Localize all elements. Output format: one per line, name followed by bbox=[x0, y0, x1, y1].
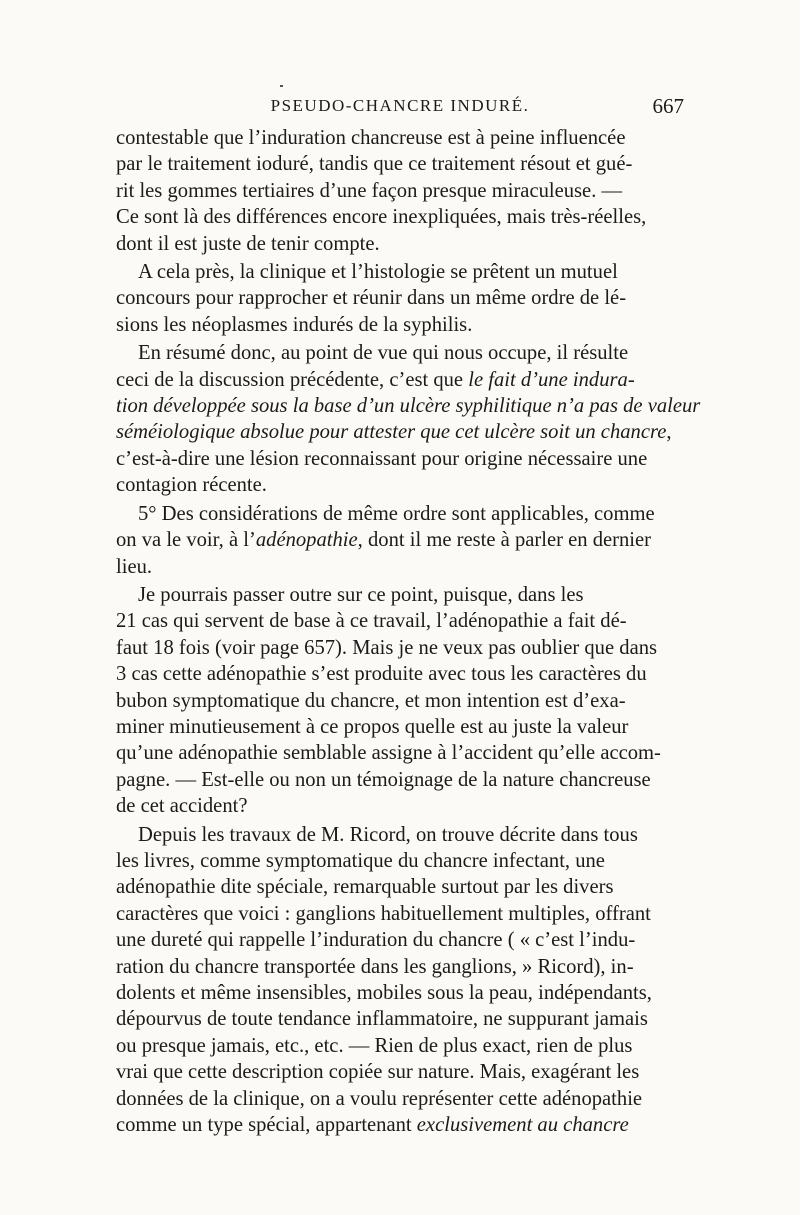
text-line: Ce sont là des différences encore inexpliquées, mais très-réelles, bbox=[116, 206, 647, 229]
text-line: tion développée sous la base d’un ulcère syphilitique n’a pas de valeur bbox=[116, 395, 701, 418]
paragraph bbox=[116, 125, 684, 257]
text-line: ceci de la discussion précédente, c’est que le fait d’une indura- bbox=[116, 368, 635, 391]
paragraph bbox=[116, 582, 684, 820]
paragraph bbox=[116, 501, 684, 580]
text-line: de cet accident? bbox=[116, 795, 248, 818]
text-line: dépourvus de toute tendance inflammatoire, ne suppurant jamais bbox=[116, 1008, 648, 1031]
text-line: pagne. — Est-elle ou non un témoignage de la nature chancreuse bbox=[116, 768, 651, 791]
text-line: 3 cas cette adénopathie s’est produite avec tous les caractères du bbox=[116, 663, 647, 686]
text-line: Je pourrais passer outre sur ce point, puisque, dans les bbox=[138, 583, 584, 606]
text-line: données de la clinique, on a voulu représenter cette adénopathie bbox=[116, 1087, 643, 1110]
paragraph bbox=[116, 340, 701, 498]
text-line: dont il est juste de tenir compte. bbox=[116, 232, 380, 255]
text-line: ou presque jamais, etc., etc. — Rien de plus exact, rien de plus bbox=[116, 1034, 633, 1057]
text-line: caractères que voici : ganglions habituellement multiples, offrant bbox=[116, 902, 651, 925]
text-line: contagion récente. bbox=[116, 474, 267, 497]
text-line: on va le voir, à l’adénopathie, dont il me reste à parler en dernier bbox=[116, 529, 652, 552]
print-mark bbox=[280, 85, 283, 87]
text-line: une dureté qui rappelle l’induration du chancre ( « c’est l’indu- bbox=[116, 929, 636, 952]
text-line: faut 18 fois (voir page 657). Mais je ne veux pas oublier que dans bbox=[116, 636, 658, 659]
text-line: comme un type spécial, appartenant exclusivement au chancre bbox=[116, 1114, 629, 1137]
text-line: adénopathie dite spéciale, remarquable surtout par les divers bbox=[116, 876, 614, 899]
text-line: Depuis les travaux de M. Ricord, on trouve décrite dans tous bbox=[138, 823, 638, 846]
text-line: contestable que l’induration chancreuse est à peine influencée bbox=[116, 127, 626, 149]
text-line: 5° Des considérations de même ordre sont applicables, comme bbox=[138, 502, 655, 525]
text-line: séméiologique absolue pour attester que cet ulcère soit un chancre, bbox=[116, 421, 672, 444]
body-text bbox=[116, 125, 701, 1140]
text-line: les livres, comme symptomatique du chancre infectant, une bbox=[116, 849, 605, 872]
text-line: par le traitement ioduré, tandis que ce traitement résout et gué- bbox=[116, 153, 633, 176]
text-line: dolents et même insensibles, mobiles sous la peau, indépendants, bbox=[116, 982, 652, 1004]
paragraph bbox=[116, 259, 684, 338]
text-line: rit les gommes tertiaires d’une façon presque miraculeuse. — bbox=[116, 179, 623, 202]
text-line: concours pour rapprocher et réunir dans un même ordre de lé- bbox=[116, 287, 627, 310]
text-line: sions les néoplasmes indurés de la syphilis. bbox=[116, 313, 473, 336]
text-line: vrai que cette description copiée sur nature. Mais, exagérant les bbox=[116, 1061, 640, 1084]
text-line: bubon symptomatique du chancre, et mon intention est d’exa- bbox=[116, 689, 626, 712]
text-line: qu’une adénopathie semblable assigne à l’accident qu’elle accom- bbox=[116, 742, 661, 765]
paragraph bbox=[116, 822, 684, 1139]
text-line: miner minutieusement à ce propos quelle est au juste la valeur bbox=[116, 715, 629, 738]
text-line: c’est-à-dire une lésion reconnaissant pour origine nécessaire une bbox=[116, 447, 648, 470]
text-line: lieu. bbox=[116, 555, 153, 578]
text-line: A cela près, la clinique et l’histologie se prêtent un mutuel bbox=[138, 261, 618, 284]
running-head: PSEUDO-CHANCRE INDURÉ. bbox=[270, 96, 530, 115]
page-header bbox=[116, 96, 684, 126]
text-line: 21 cas qui servent de base à ce travail, l’adénopathie a fait dé- bbox=[116, 610, 627, 633]
text-line: En résumé donc, au point de vue qui nous occupe, il résulte bbox=[138, 342, 629, 365]
page-number: 667 bbox=[652, 94, 684, 118]
text-line: ration du chancre transportée dans les ganglions, » Ricord), in- bbox=[116, 955, 634, 978]
